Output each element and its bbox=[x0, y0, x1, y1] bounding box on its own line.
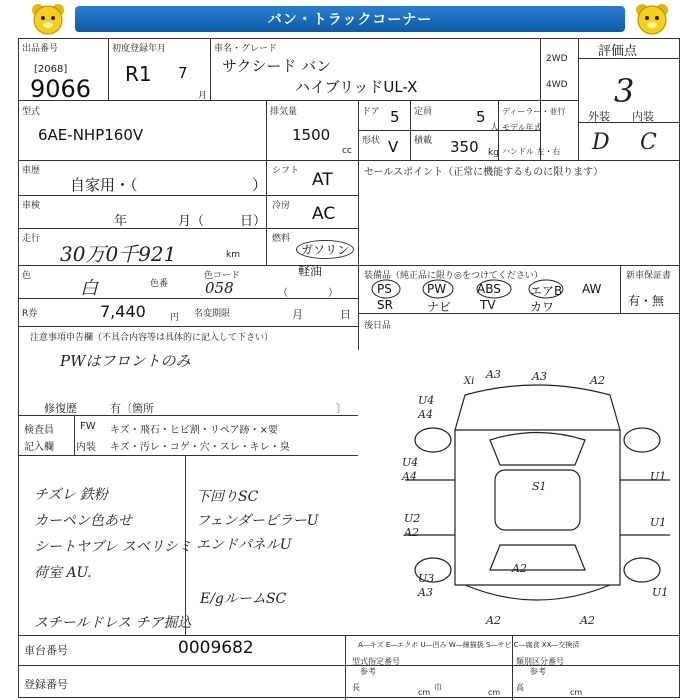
page-title: バン・トラックコーナー bbox=[75, 6, 625, 32]
inspection-label: 車検 bbox=[22, 201, 41, 211]
inspector-note: シートヤブレ スベリシミ bbox=[34, 539, 192, 555]
doors-label: ドア bbox=[362, 107, 380, 117]
exterior-grade: D bbox=[592, 130, 610, 155]
inspector-note: カーペン色あせ bbox=[34, 513, 132, 529]
recycle-option: 有・無 bbox=[628, 294, 665, 308]
car-name: サクシード バン bbox=[222, 57, 332, 75]
fw-label: FW bbox=[80, 421, 96, 432]
color-num-label: 色番 bbox=[150, 279, 169, 289]
inspection-month: 月（ bbox=[178, 214, 205, 229]
name-label: 車名・グレード bbox=[214, 44, 278, 54]
fw-options: キズ・飛石・ヒビ割・リペア跡・×要 bbox=[110, 425, 278, 436]
inspection-day: 日） bbox=[240, 214, 267, 229]
load-value: 350 bbox=[450, 138, 479, 156]
ac-label: 冷房 bbox=[272, 201, 291, 211]
load-unit: kg bbox=[488, 148, 499, 158]
sales-point-label: セールスポイント（正常に機能するものに限ります） bbox=[364, 167, 604, 178]
interior-label: 内装 bbox=[632, 110, 654, 123]
displacement-unit: cc bbox=[342, 146, 352, 156]
inspection-year: 年 bbox=[114, 214, 128, 229]
header bbox=[0, 0, 700, 40]
model-label: 型式 bbox=[22, 107, 41, 117]
damage-mark: A4 bbox=[418, 408, 433, 421]
inspector-note: フェンダーピラーU bbox=[196, 513, 319, 529]
shift-label: シフト bbox=[272, 166, 300, 176]
damage-legend: A―キズ E―エクボ U―凹み W―線描扱 S―サビ C―腐食 XX―交換済 bbox=[358, 641, 580, 649]
repair-label: 修復歴 bbox=[44, 402, 77, 415]
interior-row-label: 内装 bbox=[76, 442, 96, 453]
height-label: 高 bbox=[516, 683, 524, 692]
shape-value: V bbox=[388, 138, 399, 156]
equipment-circles bbox=[370, 278, 580, 300]
exterior-label: 外装 bbox=[588, 110, 610, 123]
fuel-gasoline: ガソリン bbox=[296, 240, 354, 259]
lot-label: 出品番号 bbox=[22, 44, 59, 54]
score-value: 3 bbox=[614, 72, 635, 110]
expiry-day: 日 bbox=[340, 308, 351, 321]
capacity-unit: 人 bbox=[490, 123, 500, 133]
damage-mark: A2 bbox=[512, 562, 527, 575]
fuel-diesel: 軽油 bbox=[298, 264, 323, 278]
first-reg-era: R1 bbox=[125, 62, 152, 86]
damage-mark: A3 bbox=[418, 586, 433, 599]
inspector-note: チズレ 鉄粉 bbox=[34, 487, 108, 503]
capacity-value: 5 bbox=[476, 108, 486, 126]
length-label: 長 bbox=[352, 683, 360, 692]
inspector-note: エンドパネルU bbox=[196, 537, 292, 553]
dealer-line1: ディーラー・並行 bbox=[502, 107, 566, 116]
damage-mark: A4 bbox=[402, 470, 417, 483]
damage-mark: U2 bbox=[404, 512, 421, 525]
damage-mark: U1 bbox=[650, 470, 667, 483]
first-reg-label: 初度登録年月 bbox=[112, 44, 167, 54]
damage-mark: U4 bbox=[418, 394, 435, 407]
equipment-leather: カワ bbox=[530, 300, 555, 314]
load-label: 積載 bbox=[414, 136, 433, 146]
equipment-pw: PW bbox=[427, 282, 447, 296]
equipment-airbag: エアB bbox=[530, 284, 563, 298]
capacity-label: 定員 bbox=[414, 107, 433, 117]
repair-value: 有〔箇所 bbox=[110, 402, 154, 415]
first-reg-month: 7 bbox=[178, 64, 188, 82]
history-value: 自家用・（ bbox=[70, 176, 138, 194]
history-label: 車歴 bbox=[22, 166, 41, 176]
damage-mark: Xi bbox=[464, 376, 475, 387]
equipment-tv: TV bbox=[480, 298, 496, 312]
fuel-other: （ ） bbox=[278, 288, 338, 299]
car-grade: ハイブリッドUL-X bbox=[295, 78, 418, 96]
inspector-note: スチールドレス チア掘込 bbox=[34, 615, 192, 631]
drive-4wd: 4WD bbox=[546, 80, 568, 90]
mileage-label: 走行 bbox=[22, 234, 41, 244]
damage-mark: A3 bbox=[486, 368, 501, 381]
damage-mark: A2 bbox=[486, 614, 501, 627]
expiry-label: 名変期限 bbox=[194, 309, 231, 319]
height-unit: cm bbox=[570, 688, 583, 697]
damage-mark: S1 bbox=[532, 480, 547, 493]
color-label: 色 bbox=[22, 271, 32, 281]
r-ticket-label: R券 bbox=[22, 309, 38, 319]
interior-options: キズ・汚レ・コゲ・穴・スレ・キレ・臭 bbox=[110, 442, 290, 453]
damage-mark: U3 bbox=[418, 572, 435, 585]
type-cert-label: 型式指定番号 bbox=[352, 657, 400, 666]
color-code: 058 bbox=[205, 279, 234, 297]
mileage-unit: km bbox=[226, 250, 240, 260]
damage-mark: A3 bbox=[532, 370, 547, 383]
score-label: 評価点 bbox=[598, 44, 638, 59]
registration-label: 登録番号 bbox=[24, 678, 68, 691]
notes-label: 注意事項申告欄（不具合内容等は具体的に記入して下さい） bbox=[30, 333, 274, 343]
damage-mark: U4 bbox=[402, 456, 419, 469]
dealer-line2: モデル年式 bbox=[502, 123, 542, 132]
bear-mascot-icon bbox=[632, 2, 672, 38]
ac-value: AC bbox=[312, 204, 336, 224]
displacement-value: 1500 bbox=[292, 126, 331, 144]
shape-label: 形状 bbox=[362, 136, 381, 146]
doors-value: 5 bbox=[390, 108, 400, 126]
equipment-navi: ナビ bbox=[427, 300, 452, 314]
width-unit: cm bbox=[488, 688, 501, 697]
damage-mark: U1 bbox=[650, 516, 667, 529]
recycle-label: 新車保証書 bbox=[626, 271, 672, 281]
first-reg-month-unit: 月 bbox=[198, 91, 208, 101]
inspector-note: 荷室 AU. bbox=[34, 565, 92, 581]
mileage-value: 30万0千921 bbox=[60, 242, 177, 266]
inspector-label-1: 検査員 bbox=[24, 425, 54, 436]
bear-mascot-icon bbox=[28, 2, 68, 38]
chassis-value: 0009682 bbox=[178, 638, 254, 658]
equipment-label: 装備品（純正品に限り◎をつけてください） bbox=[364, 271, 543, 281]
notes-text: PWはフロントのみ bbox=[60, 352, 191, 370]
car-damage-diagram bbox=[395, 370, 680, 632]
damage-mark: A2 bbox=[404, 526, 419, 539]
rear-seat-label: 後日品 bbox=[364, 321, 392, 331]
category-label: 類別区分番号 bbox=[516, 657, 564, 666]
length-unit: cm bbox=[418, 688, 431, 697]
category-ref: 参考 bbox=[530, 667, 546, 676]
color-code-label: 色コード bbox=[204, 271, 241, 281]
chassis-label: 車台番号 bbox=[24, 644, 68, 657]
inspector-note: 下回りSC bbox=[196, 489, 259, 505]
lot-sub: [2068] bbox=[34, 64, 68, 75]
lot-number: 9066 bbox=[30, 75, 92, 103]
inspector-label-2: 記入欄 bbox=[24, 442, 54, 453]
damage-mark: A2 bbox=[580, 614, 595, 627]
drive-2wd: 2WD bbox=[546, 54, 568, 64]
type-cert-ref: 参考 bbox=[360, 667, 376, 676]
displacement-label: 排気量 bbox=[270, 107, 298, 117]
fuel-label: 燃料 bbox=[272, 234, 291, 244]
r-ticket-value: 7,440 bbox=[100, 302, 146, 321]
width-label: 巾 bbox=[434, 683, 442, 692]
model-value: 6AE-NHP160V bbox=[38, 126, 144, 144]
r-ticket-unit: 円 bbox=[170, 313, 180, 323]
damage-mark: A2 bbox=[590, 374, 605, 387]
equipment-abs: ABS bbox=[477, 282, 501, 296]
dealer-line3: ハンドル 左・右 bbox=[502, 147, 561, 156]
equipment-ps: PS bbox=[377, 282, 392, 296]
interior-grade: C bbox=[640, 130, 657, 155]
shift-value: AT bbox=[312, 170, 333, 190]
color-value: 白 bbox=[80, 278, 98, 299]
history-close: ） bbox=[252, 176, 268, 194]
repair-close: 〕 bbox=[336, 402, 347, 415]
inspector-note: E/gルームSC bbox=[200, 591, 287, 607]
equipment-sr: SR bbox=[377, 298, 393, 312]
damage-mark: U1 bbox=[652, 586, 669, 599]
expiry-month: 月 bbox=[292, 308, 303, 321]
equipment-aw: AW bbox=[582, 282, 602, 296]
